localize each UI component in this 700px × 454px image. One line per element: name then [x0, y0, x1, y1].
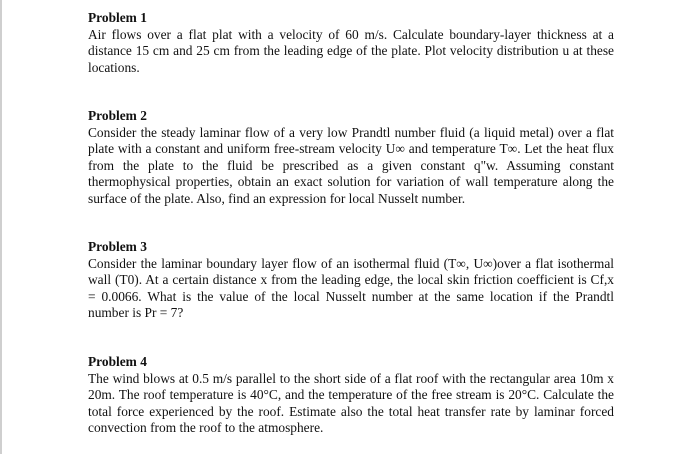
problem-3	[88, 239, 614, 322]
problem-2	[88, 108, 614, 207]
problem-1	[88, 10, 614, 76]
problem-3-text: Consider the laminar boundary layer flow of an isothermal fluid (T∞, U∞)over a flat isothermal wall (T0). At a certain distance x from the leading edge, the local skin friction coefficient is Cf,x = 0.0066. What is the value of the local Nusselt number at the same location if the Prandtl number is Pr = 7?	[88, 255, 614, 320]
problem-4-title: Problem 4	[88, 354, 147, 369]
problem-2-title: Problem 2	[88, 108, 147, 123]
left-edge-rule	[0, 0, 2, 454]
problem-4	[88, 354, 614, 437]
problem-2-text: Consider the steady laminar flow of a very low Prandtl number fluid (a liquid metal) over a flat plate with a constant and uniform free-stream velocity U∞ and temperature T∞. Let the heat flux from the plate to the fluid be prescribed as a given constant q"w. Assuming constant thermophysical properties, obtain an exact solution for variation of wall temperature along the surface of the plate. Also, find an expression for local Nusselt number.	[88, 124, 614, 206]
problem-3-title: Problem 3	[88, 239, 147, 254]
problem-1-title: Problem 1	[88, 10, 147, 25]
problem-4-text: The wind blows at 0.5 m/s parallel to the short side of a flat roof with the rectangular area 10m x 20m. The roof temperature is 40°C, and the temperature of the free stream is 20°C. Calculate the total force experienced by the roof. Estimate also the total heat transfer rate by laminar forced convection from the roof to the atmosphere.	[88, 370, 614, 435]
problem-1-text: Air flows over a flat plat with a velocity of 60 m/s. Calculate boundary-layer thickness at a distance 15 cm and 25 cm from the leading edge of the plate. Plot velocity distribution u at these locations.	[88, 26, 614, 75]
